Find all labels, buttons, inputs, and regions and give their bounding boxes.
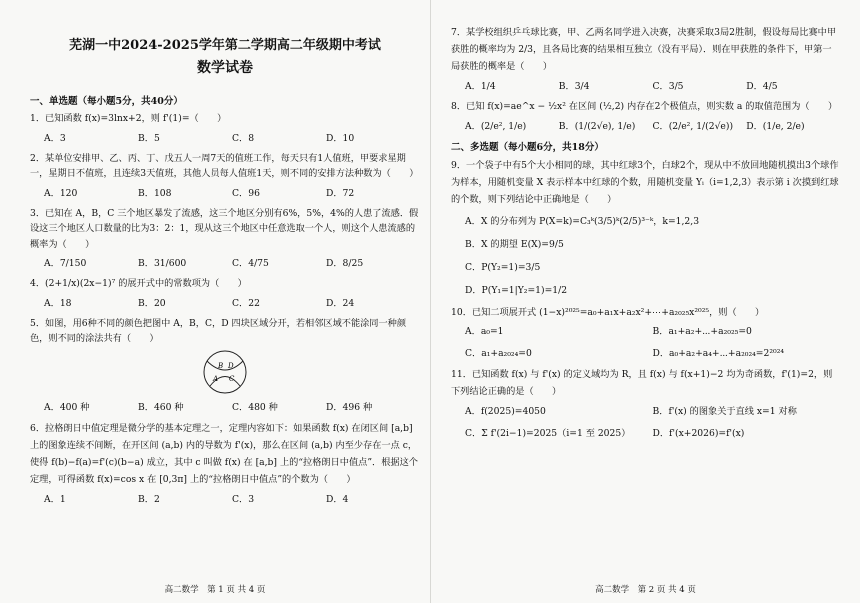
option-d: D．24 <box>326 297 355 309</box>
question-text: 2．某单位安排甲、乙、丙、丁、戊五人一周7天的值班工作，每天只有1人值班，甲要求星期一，星期日不值班，且连续3天值班，其他人员每人值班1天，则不同的安排方法种数为（ ） <box>30 152 419 179</box>
page-footer: 高二数学 第 1 页 共 4 页 <box>164 585 266 595</box>
question-text: 3．已知在 A，B，C 三个地区暴发了流感，这三个地区分别有6%，5%，4%的人患了流感．假设这三个地区人口数量的比为3：2：1，现从这三个地区中任意选取一个人，则这个人患流感的概率为（ ） <box>30 207 419 250</box>
section-heading-single-choice: 一、单选题（每小题5分，共40分） <box>30 96 183 107</box>
statement-b: B．X 的期望 E(X)=9/5 <box>465 238 564 250</box>
question-11 <box>451 366 840 439</box>
statement-d: D．P(Y₁=1|Y₂=1)=1/2 <box>465 284 568 296</box>
question-1 <box>30 111 420 144</box>
question-9 <box>451 157 840 296</box>
exam-title: 芜湖一中2024-2025学年第二学期高二年级期中考试 <box>69 38 381 53</box>
option-c: C．96 <box>232 187 260 199</box>
region-coloring-figure <box>30 349 420 395</box>
option-a: A．3 <box>44 132 66 144</box>
question-text: 1．已知函数 f(x)=3lnx+2，则 f'(1)=（ ） <box>30 113 227 124</box>
question-3 <box>30 206 420 270</box>
option-b: B．20 <box>138 297 166 309</box>
question-text: 7．某学校组织乒乓球比赛，甲、乙两名同学进入决赛，决赛采取3局2胜制，假设每局比赛中甲获胜的概率均为 2/3，且各局比赛的结果相互独立（没有平局）．则在甲获胜的条件下，甲第一局获胜的概率是（ ） <box>451 27 837 72</box>
option-b: B．5 <box>138 132 160 144</box>
option-b: B．108 <box>138 187 172 199</box>
option-d: D．(1/e, 2/e) <box>746 120 805 132</box>
option-c: C．480 种 <box>232 401 278 413</box>
option-d: D．f'(x+2026)=f'(x) <box>652 428 745 439</box>
option-a: A．f(2025)=4050 <box>465 406 546 417</box>
exam-page-2 <box>430 0 860 603</box>
option-a: A．18 <box>44 297 72 309</box>
option-c: C．(2/e², 1/(2√e)) <box>652 120 734 132</box>
option-d: D．496 种 <box>326 401 373 413</box>
section-heading-multi-choice: 二、多选题（每小题6分，共18分） <box>451 141 604 153</box>
option-c: C．8 <box>232 132 255 144</box>
question-5 <box>30 316 420 413</box>
exam-subtitle: 数学试卷 <box>197 60 253 76</box>
option-a: A．1 <box>44 493 66 505</box>
option-c: C．a₁+a₂₀₂₄=0 <box>465 348 532 359</box>
question-7 <box>451 24 840 92</box>
region-label-d: D <box>228 361 234 370</box>
question-6 <box>30 420 420 505</box>
question-text: 8．已知 f(x)=ae^x − ½x² 在区间 (½,2) 内存在2个极值点，则实数 a 的取值范围为（ ） <box>451 101 838 112</box>
option-b: B．460 种 <box>138 401 184 413</box>
option-c: C．4/75 <box>232 258 269 269</box>
option-a: A．120 <box>44 187 78 199</box>
question-2 <box>30 151 420 199</box>
statement-a: A．X 的分布列为 P(X=k)=C₃ᵏ(3/5)ᵏ(2/5)³⁻ᵏ，k=1,2,3 <box>465 215 700 227</box>
question-text: 6．拉格朗日中值定理是微分学的基本定理之一，定理内容如下：如果函数 f(x) 在闭区间 [a,b] 上的图象连续不间断，在开区间 (a,b) 内的导数为 f'(x)，那么在区间 (a,b) 内至少存在一点 c，使得 f(b)−f(a)=f'(c)(b−a) 成立，其中 c 叫做 f(x) 在 [a,b] 上的“拉格朗日中值点”．根据这个定理，可得函数 f(x)=cos x 在 [0,3π] 上的“拉格朗日中值点”的个数为（ ） <box>30 422 418 485</box>
option-d: D．4/5 <box>746 81 778 92</box>
option-d: D．10 <box>326 132 355 144</box>
option-a: A．(2/e², 1/e) <box>465 120 527 132</box>
option-c: C．3 <box>232 493 255 505</box>
option-b: B．3/4 <box>558 81 590 92</box>
option-a: A．a₀=1 <box>465 326 504 337</box>
statement-c: C．P(Y₂=1)=3/5 <box>465 261 541 273</box>
option-d: D．72 <box>326 187 355 199</box>
question-text: 4．(2+1/x)(2x−1)⁷ 的展开式中的常数项为（ ） <box>30 278 247 289</box>
region-label-b: B <box>218 361 224 370</box>
option-d: D．4 <box>326 493 349 505</box>
region-label-a: A <box>213 374 219 383</box>
option-b: B．2 <box>138 493 160 505</box>
option-d: D．8/25 <box>326 258 364 269</box>
option-a: A．1/4 <box>465 81 496 92</box>
question-text: 11．已知函数 f(x) 与 f'(x) 的定义域均为 R，且 f(x) 与 f(x+1)−2 均为奇函数，f'(1)=2，则下列结论正确的是（ ） <box>451 369 833 397</box>
option-b: B．f'(x) 的图象关于直线 x=1 对称 <box>652 406 797 417</box>
question-10 <box>451 305 840 360</box>
region-label-c: C <box>229 374 235 383</box>
option-d: D．a₀+a₂+a₄+⋯+a₂₀₂₄=2²⁰²⁴ <box>652 348 785 359</box>
option-c: C．3/5 <box>652 81 684 92</box>
option-c: C．Σ f'(2i−1)=2025（i=1 至 2025） <box>465 428 631 439</box>
option-c: C．22 <box>232 297 260 309</box>
page-footer: 高二数学 第 2 页 共 4 页 <box>595 585 696 595</box>
option-b: B．31/600 <box>138 258 187 269</box>
circle-regions-diagram <box>200 349 250 395</box>
question-4 <box>30 276 420 309</box>
option-b: B．a₁+a₂+⋯+a₂₀₂₅=0 <box>652 326 752 337</box>
question-8 <box>451 99 840 132</box>
question-text: 5．如图，用6种不同的颜色把图中 A，B，C，D 四块区域分开，若相邻区域不能涂同一种颜色，则不同的涂法共有（ ） <box>30 317 407 344</box>
option-a: A．400 种 <box>44 401 90 413</box>
option-b: B．(1/(2√e), 1/e) <box>558 120 636 132</box>
option-a: A．7/150 <box>44 258 87 269</box>
question-text: 10．已知二项展开式 (1−x)²⁰²⁵=a₀+a₁x+a₂x²+⋯+a₂₀₂₅x²⁰²⁵，则（ ） <box>451 306 765 318</box>
question-text: 9．一个袋子中有5个大小相同的球，其中红球3个，白球2个，现从中不放回地随机摸出3个球作为样本，用随机变量 X 表示样本中红球的个数，用随机变量 Yᵢ（i=1,2,3）表示第 i 次摸到红球的个数，则下列结论中正确地是（ ） <box>451 159 839 205</box>
